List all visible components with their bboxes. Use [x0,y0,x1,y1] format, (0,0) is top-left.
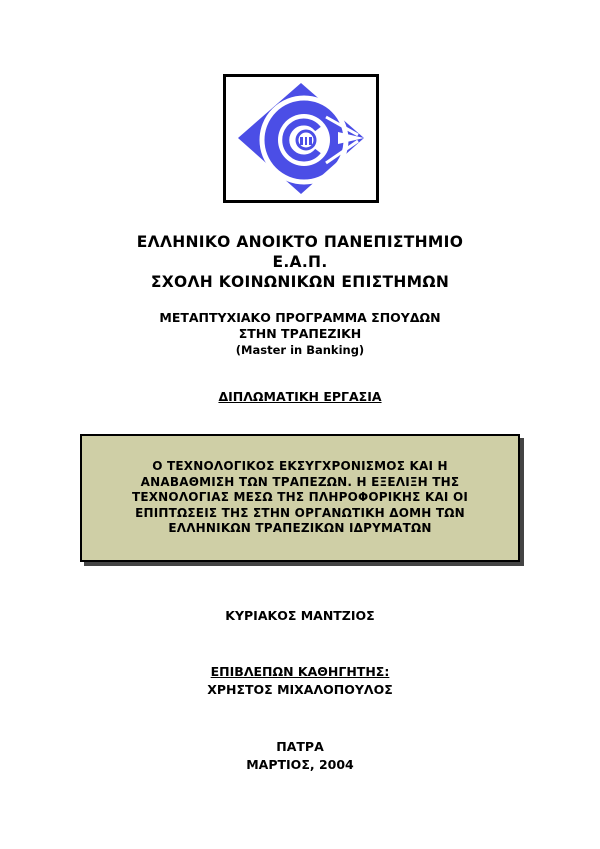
program-field: ΣΤΗΝ ΤΡΑΠΕΖΙΚΗ [238,326,362,341]
thesis-title-line: ΑΝΑΒΑΘΜΙΣΗ ΤΩΝ ΤΡΑΠΕΖΩΝ. Η ΕΞΕΛΙΞΗ ΤΗΣ [140,474,460,489]
institution-abbreviation: Ε.Α.Π. [272,253,328,271]
thesis-title-line: ΕΛΛΗΝΙΚΩΝ ΤΡΑΠΕΖΙΚΩΝ ΙΔΡΥΜΑΤΩΝ [168,521,432,536]
program-name: ΜΕΤΑΠΤΥΧΙΑΚΟ ΠΡΟΓΡΑΜΜΑ ΣΠΟΥΔΩΝ [159,310,441,325]
school-name: ΣΧΟΛΗ ΚΟΙΝΩΝΙΚΩΝ ΕΠΙΣΤΗΜΩΝ [150,273,450,291]
date: ΜΑΡΤΙΟΣ, 2004 [246,757,354,772]
thesis-label: ΔΙΠΛΩΜΑΤΙΚΗ ΕΡΓΑΣΙΑ [218,389,382,404]
thesis-title-line: Ο ΤΕΧΝΟΛΟΓΙΚΟΣ ΕΚΣΥΓΧΡΟΝΙΣΜΟΣ ΚΑΙ Η [152,459,448,474]
program-heading [0,310,600,358]
thesis-title-box [80,434,520,562]
supervisor-name: ΧΡΗΣΤΟΣ ΜΙΧΑΛΟΠΟΥΛΟΣ [207,682,393,697]
program-english: (Master in Banking) [235,343,365,357]
thesis-title-line: ΕΠΙΠΤΩΣΕΙΣ ΤΗΣ ΣΤΗΝ ΟΡΓΑΝΩΤΙΚΗ ΔΟΜΗ ΤΩΝ [135,505,465,520]
eap-logo-icon [226,77,376,200]
supervisor-label: ΕΠΙΒΛΕΠΩΝ ΚΑΘΗΓΗΤΗΣ: [210,664,390,679]
thesis-title [114,459,486,537]
thesis-title-line: ΤΕΧΝΟΛΟΓΙΑΣ ΜΕΣΩ ΤΗΣ ΠΛΗΡΟΦΟΡΙΚΗΣ ΚΑΙ ΟΙ [131,490,469,505]
author-name: ΚΥΡΙΑΚΟΣ ΜΑΝΤΖΙΟΣ [225,608,375,623]
place-date [0,738,600,774]
logo-frame [223,74,379,203]
place: ΠΑΤΡΑ [276,739,324,754]
institution-heading [0,232,600,292]
institution-name: ΕΛΛΗΝΙΚΟ ΑΝΟΙΚΤΟ ΠΑΝΕΠΙΣΤΗΜΙΟ [136,233,464,251]
